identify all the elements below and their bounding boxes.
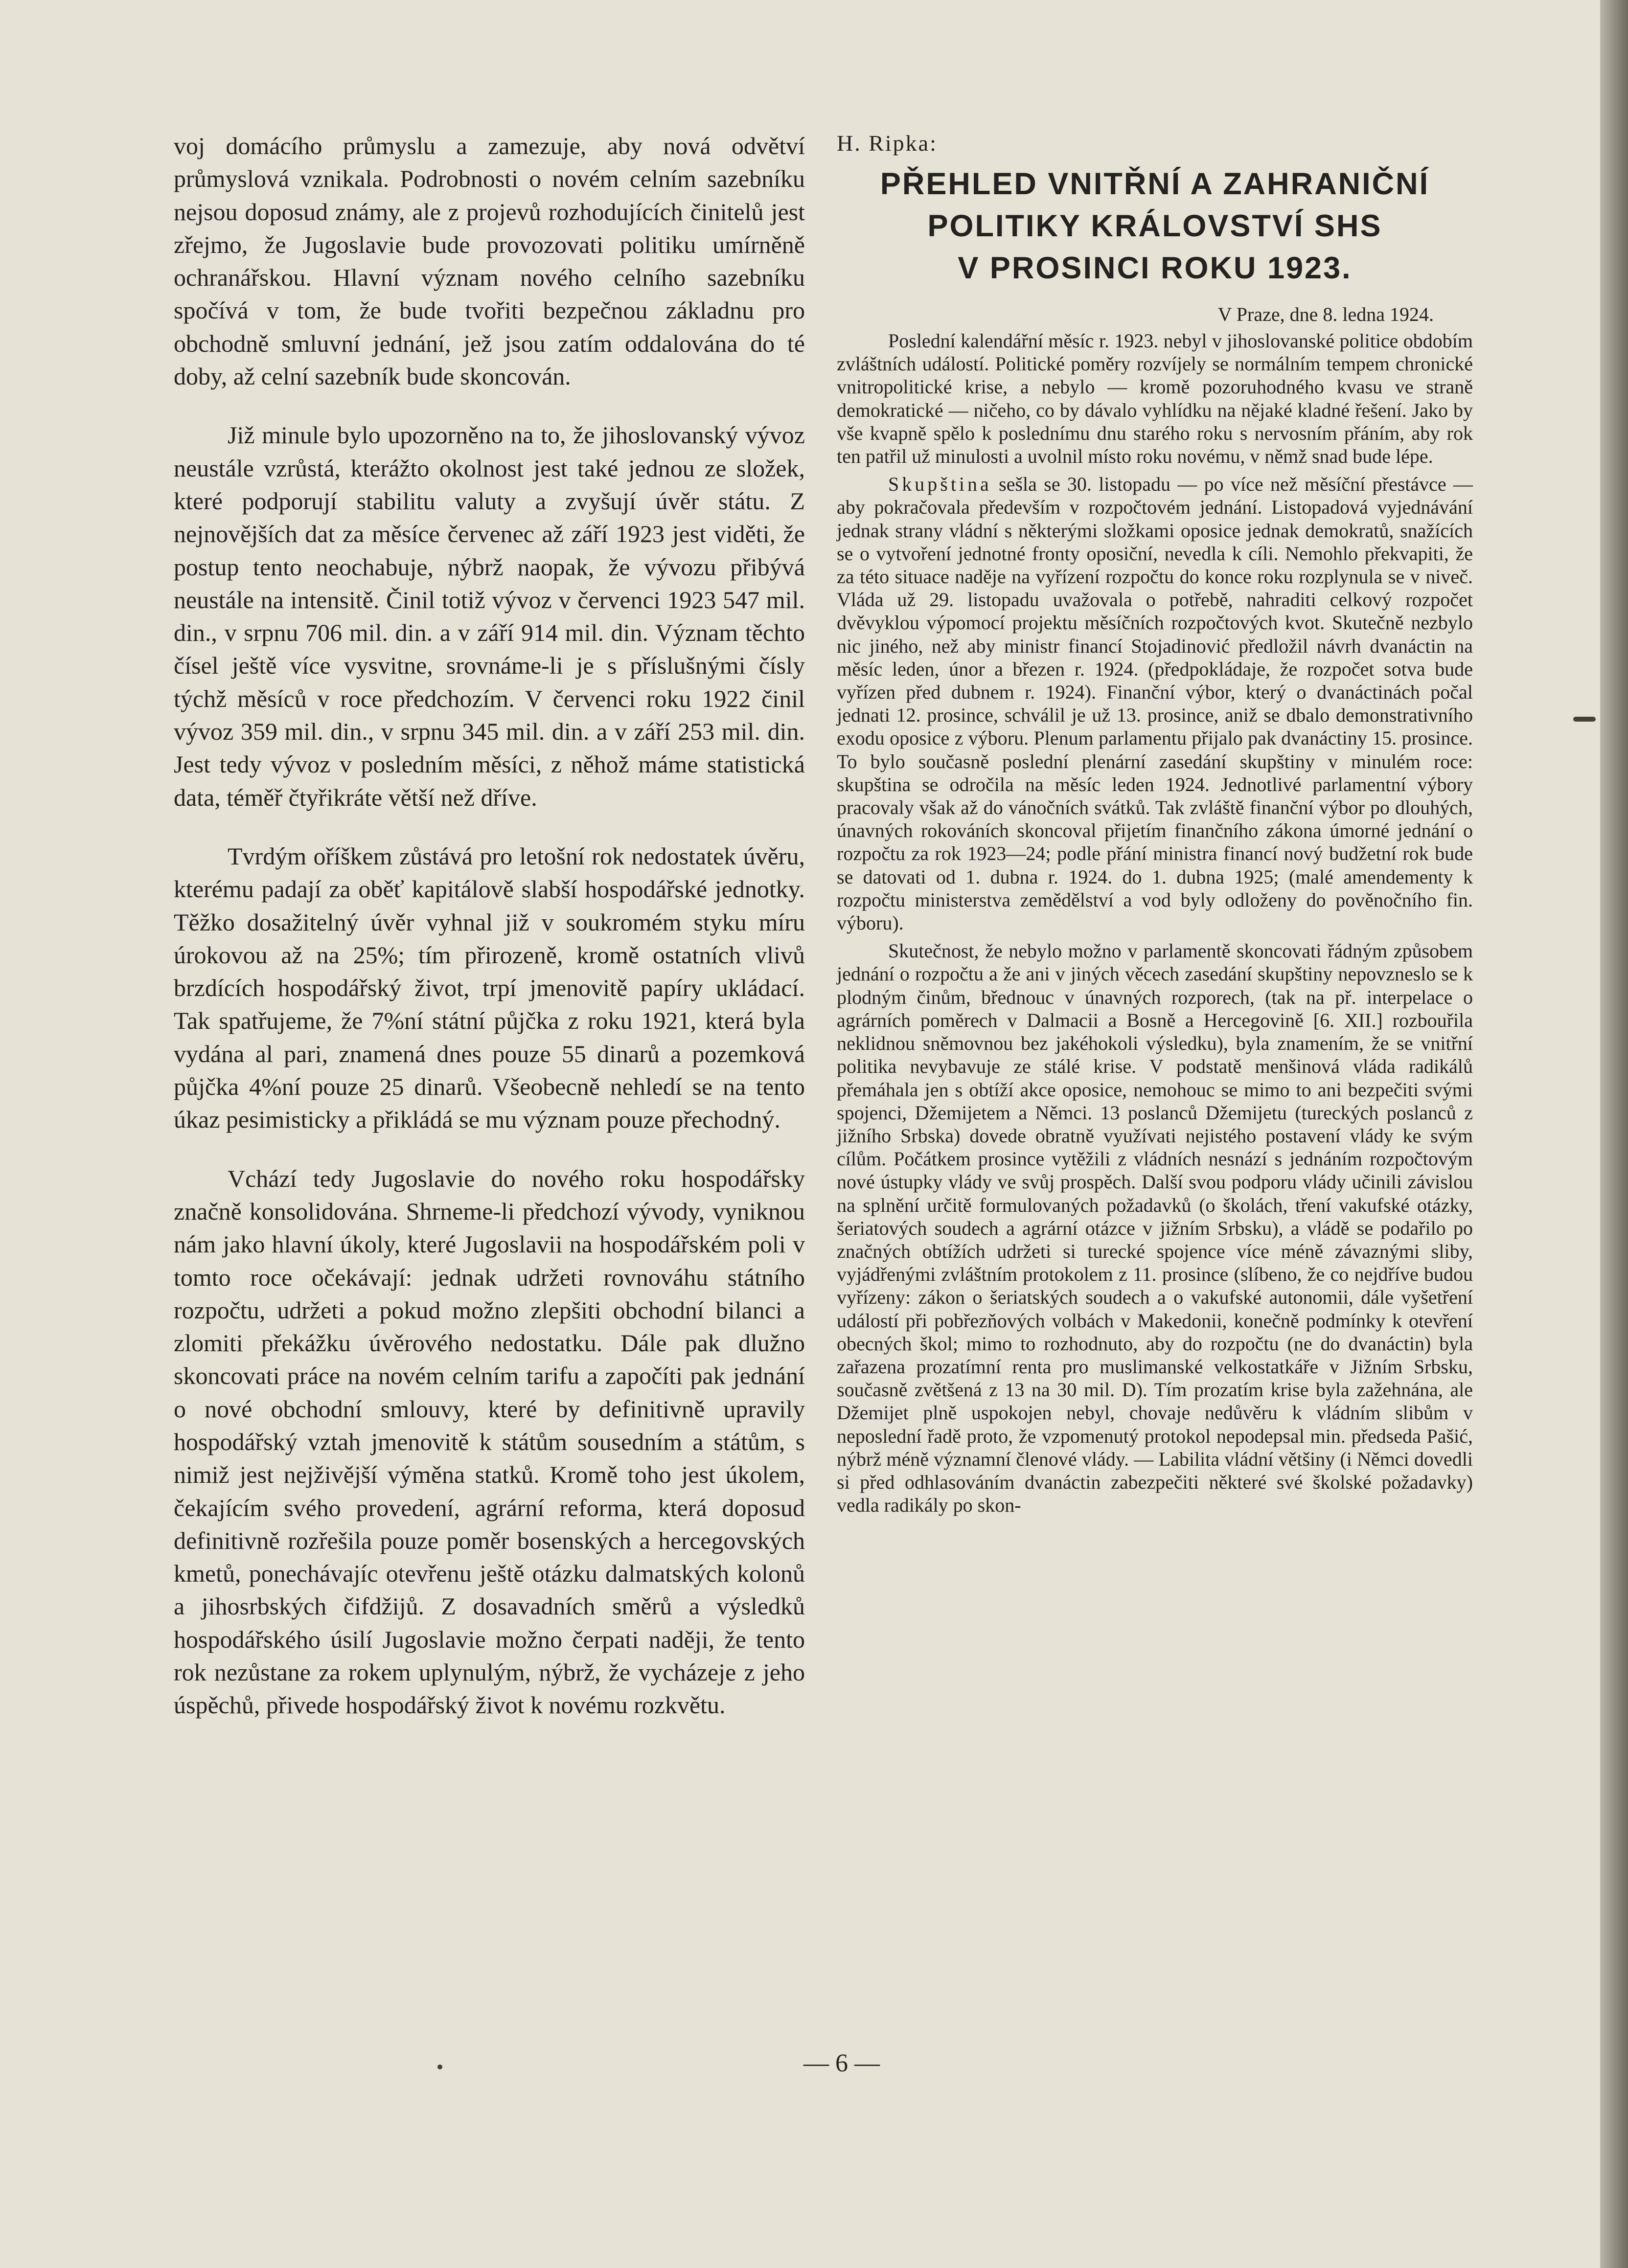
left-paragraph-3: Tvrdým oříškem zůstává pro letošní rok nedostatek úvěru, kterému padají za oběť kapitálově slabší hospodářské jednotky. Těžko dosažitelný úvěr vyhnal již v soukromém styku míru úrokovou až na 25%; tím přirozeně, kromě ostatních vlivů brzdících hospodářský život, trpí jmenovitě papíry ukládací. Tak spatřujeme, že 7%ní státní půjčka z roku 1921, která byla vydána al pari, znamená dnes pouze 55 dinarů a pozemková půjčka 4%ní pouze 25 dinarů. Všeobecně nehledí se na tento úkaz pesimisticky a přikládá se mu význam pouze přechodný.: [174, 842, 805, 1134]
right-column: [837, 130, 1473, 1521]
article-author: H. Ripka:: [837, 131, 938, 156]
right-paragraph-1-text: Poslední kalendářní měsíc r. 1923. nebyl v jihoslovanské politice obdobím zvláštních událostí. Politické poměry rozvíjely se normálním tempem chronické vnitropolitické krise, a nebylo — kromě pozoruhodného kvasu ve straně demokratické — ničeho, co by dávalo vyhlídku na nějaké kladné řešení. Jako by vše kvapně spělo k poslednímu dnu starého roku s nervosním přáním, aby rok ten patřil už minulosti a uvolnil místo roku novému, v němž snad bude lépe.: [837, 330, 1473, 468]
print-speck: [437, 2064, 442, 2069]
article-title-line-2: POLITIKY KRÁLOVSTVÍ SHS: [927, 209, 1382, 243]
print-speck: [1573, 717, 1596, 722]
left-column: [174, 130, 805, 1748]
right-paragraph-2-text: sešla se 30. listopadu — po více než měsíční přestávce — aby pokračovala především v rozpočtovém jednání. Listopadová vyjednávání jednak strany vládní s některými složkami oposice jednak demokratů, snažících se o vytvoření jednotné fronty oposiční, nevedla k cíli. Nemohlo překvapiti, že za této situace naděje na vyřízení rozpočtu do konce roku rozplynula se v niveč. Vláda už 29. listopadu uvažovala o potřebě, nahraditi celkový rozpočet dvěvyklou výpomocí projektu měsíčních rozpočtových kvot. Skutečně nezbylo nic jiného, než aby ministr financí Stojadinović předložil návrh dvanáctin na měsíc leden, únor a březen r. 1924. (předpokládaje, že rozpočet sotva bude vyřízen před dubnem r. 1924). Finanční výbor, který o dvanáctinách počal jednati 12. prosince, schválil je už 13. prosince, aniž se dbalo demonstrativního exodu oposice z výboru. Plenum parlamentu přijalo pak dvanáctiny 15. prosince. To bylo současně poslední plenární zasedání skupštiny v minulém roce: skupština se odročila na měsíc leden 1924. Jednotlivé parlamentní výbory pracovaly však až do vánočních svátků. Tak zvláště finanční výbor po dlouhých, únavných rokováních skoncoval přijetím finančního zákona úmorné jednání o rozpočtu za rok 1923—24; podle přání ministra financí nový budžetní rok bude se datovati od 1. dubna r. 1924. do 1. dubna 1925; (malé amendementy k rozpočtu ministerstva zemědělství a vod byly odloženy do pověnočního fin. výboru).: [837, 473, 1473, 934]
right-paragraph-2: [837, 473, 1473, 934]
left-paragraph-4: Vchází tedy Jugoslavie do nového roku hospodářsky značně konsolidována. Shrneme-li předchozí vývody, vyniknou nám jako hlavní úkoly, které Jugoslavii na hospodářském poli v tomto roce očekávají: jednak udržeti rovnováhu státního rozpočtu, udržeti a pokud možno zlepšiti obchodní bilanci a zlomiti překážku úvěrového nedostatku. Dále pak dlužno skoncovati práce na novém celním tarifu a započíti pak jednání o nové obchodní smlouvy, které by definitivně upravily hospodářský vztah jmenovitě k státům sousedním a státům, s nimiž jest nejživější výměna statků. Kromě toho jest úkolem, čekajícím svého provedení, agrární reforma, která doposud definitivně rozřešila pouze poměr bosenských a hercegovských kmetů, ponechávajíc otevřenu ještě otázku dalmatských kolonů a jihosrbských čifdžijů. Z dosavadních směrů a výsledků hospodářského úsilí Jugoslavie možno čerpati naději, že tento rok nezůstane za rokem uplynulým, nýbrž, že vycházeje z jeho úspěchů, přivede hospodářský život k novému rozkvětu.: [174, 1164, 805, 1719]
left-paragraph-1: voj domácího průmyslu a zamezuje, aby nová odvětví průmyslová vznikala. Podrobnosti o novém celním sazebníku nejsou doposud známy, ale z projevů rozhodujících činitelů jest zřejmo, že Jugoslavie bude provozovati politiku umírněně ochranářskou. Hlavní význam nového celního sazebníku spočívá v tom, že bude tvořiti bezpečnou základnu pro obchodně smluvní jednání, jež jsou zatím oddalována do té doby, až celní sazebník bude skoncován.: [174, 132, 805, 390]
right-paragraph-1: [837, 329, 1473, 468]
right-paragraph-3: [837, 939, 1473, 1517]
page-number: — 6 —: [803, 2049, 880, 2077]
article-title-line-1: PŘEHLED VNITŘNÍ A ZAHRANIČNÍ: [880, 167, 1430, 201]
article-title-line-3: V PROSINCI ROKU 1923.: [958, 251, 1352, 285]
article-title: [837, 163, 1473, 289]
right-paragraph-3-text: Skutečnost, že nebylo možno v parlamentě skoncovati řádným způsobem jednání o rozpočtu a že ani v jiných věcech zasedání skupštiny nepovzneslo se k plodným činům, břednouc v únavných rozporech, (tak na př. interpelace o agrárních poměrech v Dalmacii a Bosně a Hercegovině [6. XII.] rozbouřila neklidnou sněmovnou bez jakéhokoli výsledku), byla znamením, že se vnitřní politika nevybavuje ze stálé krise. V podstatě menšinová vláda radikálů přemáhala jen s obtíží akce oposice, nemohouc se mimo to ani bezpečiti svými spojenci, Džemijetem a Němci. 13 poslanců Džemijetu (tureckých poslanců z jižního Srbska) dovede obratně využívati nejistého postavení vlády ke svým cílům. Počátkem prosince vytěžili z vládních nesnází s jednáním rozpočtovým nové ústupky vlády ve svůj prospěch. Další svou podporu vlády učinili závislou na splnění určitě formulovaných požadavků (o školách, tření vakufské otázky, šeriatových soudech a agrární otázce v jižním Srbsku), a vládě se podařilo po značných obtížích udržeti si turecké spojence více méně závaznými sliby, vyjádřenými zvláštním protokolem z 11. prosince (slíbeno, že co nejdříve budou vyřízeny: zákon o šeriatských soudech a o vakufské autonomii, dále vyšetření událostí při pobřezňových volbách v Makedonii, konečně podmínky k otevření obecných škol; mimo to rozhodnuto, aby do rozpočtu (ne do dvanáctin) byla zařazena prozatímní renta pro muslimanské velkostatkáře v Jižním Srbsku, současně zvětšená z 13 na 30 mil. D). Tím prozatím krise byla zažehnána, ale Džemijet plně uspokojen nebyl, chovaje nedůvěru k vládním slibům v neposlední řadě proto, že vzpomenutý protokol nepodepsal min. předseda Pašić, nýbrž méně významní členové vlády. — Labilita vládní většiny (i Němci dovedli si před odhlasováním dvanáctin zabezpečiti některé své školské požadavky) vedla radikály po skon-: [837, 940, 1473, 1517]
left-paragraph-2: Již minule bylo upozorněno na to, že jihoslovanský vývoz neustále vzrůstá, kterážto okolnost jest také jednou ze složek, které podporují stabilitu valuty a zvyšují úvěr státu. Z nejnovějších dat za měsíce červenec až září 1923 jest viděti, že postup tento neochabuje, nýbrž naopak, že vývozu přibývá neustále na intensitě. Činil totiž vývoz v červenci 1923 547 mil. din., v srpnu 706 mil. din. a v září 914 mil. din. Význam těchto čísel ještě více vysvitne, srovnáme-li je s příslušnými čísly týchž měsíců v roce předchozím. V červenci roku 1922 činil vývoz 359 mil. din., v srpnu 345 mil. din. a v září 253 mil. din. Jest tedy vývoz v posledním měsíci, z něhož máme statistická data, téměř čtyřikráte větší než dříve.: [174, 421, 805, 811]
right-paragraph-2-lead: Skupština: [888, 473, 992, 496]
page-edge-shadow: [1600, 0, 1628, 2268]
article-dateline: V Praze, dne 8. ledna 1924.: [1217, 303, 1434, 325]
